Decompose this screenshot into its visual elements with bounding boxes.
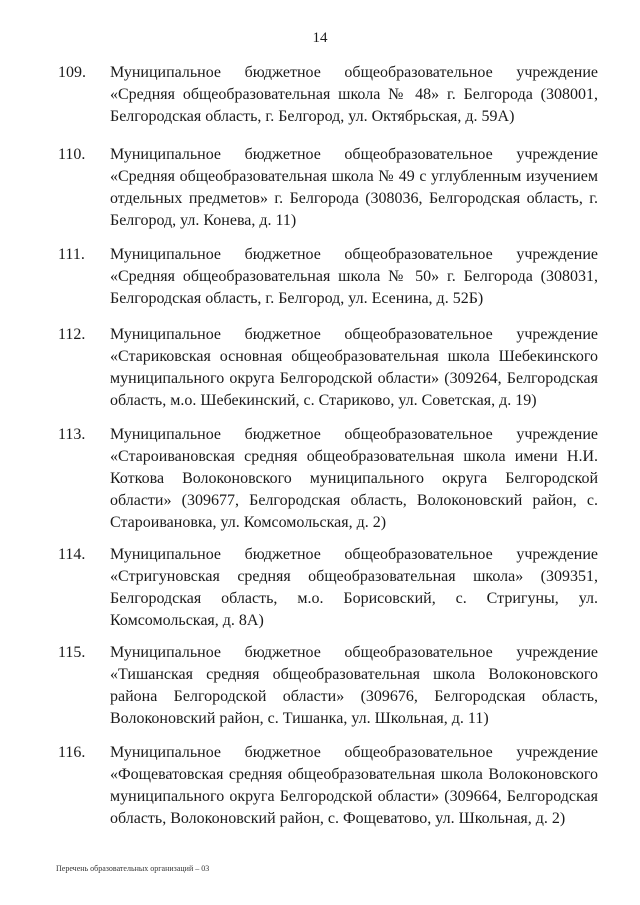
entry-text: Муниципальное бюджетное общеобразовательное учреждение «Фощеватовская средняя общеобразовательная школа Волоконовского муниципального округа Белгородской области» (309664, Белгородская область, Волоконовский район, с. Фощеватово, ул. Школьная, д. 2) — [110, 744, 598, 827]
entry-number: 116. — [58, 744, 86, 761]
entry-number: 112. — [58, 326, 86, 343]
entry-number: 109. — [58, 64, 86, 81]
entry-text: Муниципальное бюджетное общеобразовательное учреждение «Средняя общеобразовательная школа № 50» г. Белгорода (308031, Белгородская область, г. Белгород, ул. Есенина, д. 52Б) — [110, 246, 598, 307]
page-number: 14 — [312, 30, 328, 46]
entry-number: 113. — [58, 426, 86, 443]
entry-number: 114. — [58, 546, 86, 563]
entry-text: Муниципальное бюджетное общеобразовательное учреждение «Средняя общеобразовательная школа № 49 с углубленным изучением отдельных предметов» г. Белгорода (308036, Белгородская область, г. Белгород, ул. Конева, д. 11) — [110, 146, 598, 229]
entry-text: Муниципальное бюджетное общеобразовательное учреждение «Тишанская средняя общеобразовательная школа Волоконовского района Белгородской области» (309676, Белгородская область, Волоконовский район, с. Тишанка, ул. Школьная, д. 11) — [110, 644, 598, 727]
entry-text: Муниципальное бюджетное общеобразовательное учреждение «Стариковская основная общеобразовательная школа Шебекинского муниципального округа Белгородской области» (309264, Белгородская область, м.о. Шебекинский, с. Стариково, ул. Советская, д. 19) — [110, 326, 598, 409]
entry-text: Муниципальное бюджетное общеобразовательное учреждение «Средняя общеобразовательная школа № 48» г. Белгорода (308001, Белгородская область, г. Белгород, ул. Октябрьская, д. 59А) — [110, 64, 598, 125]
entry-text: Муниципальное бюджетное общеобразовательное учреждение «Староивановская средняя общеобразовательная школа имени Н.И. Коткова Волоконовского муниципального округа Белгородской области» (309677, Белгородская область, Волоконовский район, с. Староивановка, ул. Комсомольская, д. 2) — [110, 426, 598, 531]
page-footer: Перечень образовательных организаций – 03 — [56, 864, 210, 873]
entry-number: 115. — [58, 644, 86, 661]
entry-number: 111. — [58, 246, 85, 263]
entry-text: Муниципальное бюджетное общеобразовательное учреждение «Стригуновская средняя общеобразовательная школа» (309351, Белгородская область, м.о. Борисовский, с. Стригуны, ул. Комсомольская, д. 8А) — [110, 546, 598, 629]
entry-number: 110. — [58, 146, 86, 163]
